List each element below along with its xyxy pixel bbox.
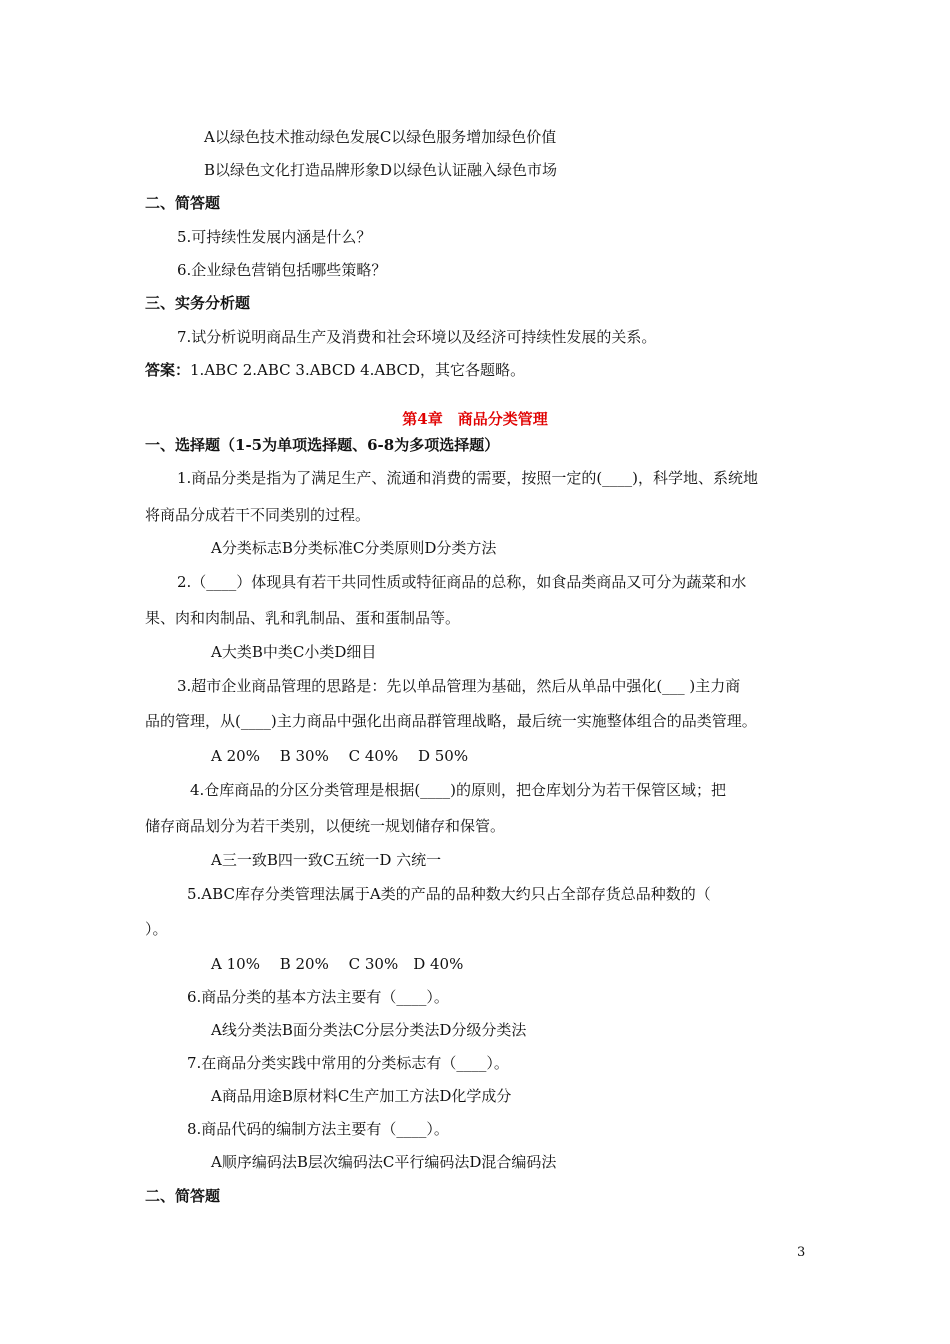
option-line: A顺序编码法B层次编码法C平行编码法D混合编码法 [211,1153,557,1171]
section-heading: 三、实务分析题 [145,294,251,312]
question-line: 将商品分成若干不同类别的过程。 [145,506,371,524]
option-line: A三一致B四一致C五统一D 六统一 [211,851,442,869]
question-line: 8.商品代码的编制方法主要有（____）。 [187,1120,449,1138]
option-line: A线分类法B面分类法C分层分类法D分级分类法 [211,1021,527,1039]
section-heading: 一、选择题（1-5为单项选择题、6-8为多项选择题） [145,436,500,454]
question-line: 储存商品划分为若干类别，以便统一规划储存和保管。 [145,817,506,835]
question-line: 果、肉和肉制品、乳和乳制品、蛋和蛋制品等。 [145,609,461,627]
option-line: A 10% B 20% C 30% D 40% [211,955,464,973]
option-line: A分类标志B分类标准C分类原则D分类方法 [211,539,497,557]
answer-label: 答案： [145,361,191,379]
question-line: 4.仓库商品的分区分类管理是根据(____)的原则，把仓库划分为若干保管区域；把 [190,781,727,799]
question-line: 7.试分析说明商品生产及消费和社会环境以及经济可持续性发展的关系。 [177,328,657,346]
answer-line [145,360,525,380]
question-line: ）。 [145,920,168,938]
option-line: A大类B中类C小类D细目 [211,643,377,661]
question-line: 2.（____）体现具有若干共同性质或特征商品的总称，如食品类商品又可分为蔬菜和水 [177,573,747,591]
option-line: A以绿色技术推动绿色发展C以绿色服务增加绿色价值 [204,128,557,146]
answer-text: 1.ABC 2.ABC 3.ABCD 4.ABCD，其它各题略。 [190,361,526,379]
option-line: A商品用途B原材料C生产加工方法D化学成分 [211,1087,512,1105]
section-heading: 二、简答题 [145,1187,221,1205]
question-line: 5.可持续性发展内涵是什么？ [177,228,372,246]
option-line: A 20% B 30% C 40% D 50% [211,747,469,765]
page-number: 3 [797,1245,806,1260]
section-heading: 二、简答题 [145,194,221,212]
question-line: 1.商品分类是指为了满足生产、流通和消费的需要，按照一定的(____)，科学地、系统地 [177,469,759,487]
question-line: 6.商品分类的基本方法主要有（____）。 [187,988,449,1006]
question-line: 3.超市企业商品管理的思路是：先以单品管理为基础，然后从单品中强化(___ )主力商 [177,677,741,695]
question-line: 品的管理，从(____)主力商品中强化出商品群管理战略，最后统一实施整体组合的品类管理。 [145,712,757,730]
question-line: 7.在商品分类实践中常用的分类标志有（____）。 [187,1054,509,1072]
chapter-title: 第4章 商品分类管理 [402,410,548,428]
question-line: 5.ABC库存分类管理法属于A类的产品的品种数大约只占全部存货总品种数的（ [187,885,711,903]
option-line: B以绿色文化打造品牌形象D以绿色认证融入绿色市场 [204,161,558,179]
question-line: 6.企业绿色营销包括哪些策略？ [177,261,387,279]
